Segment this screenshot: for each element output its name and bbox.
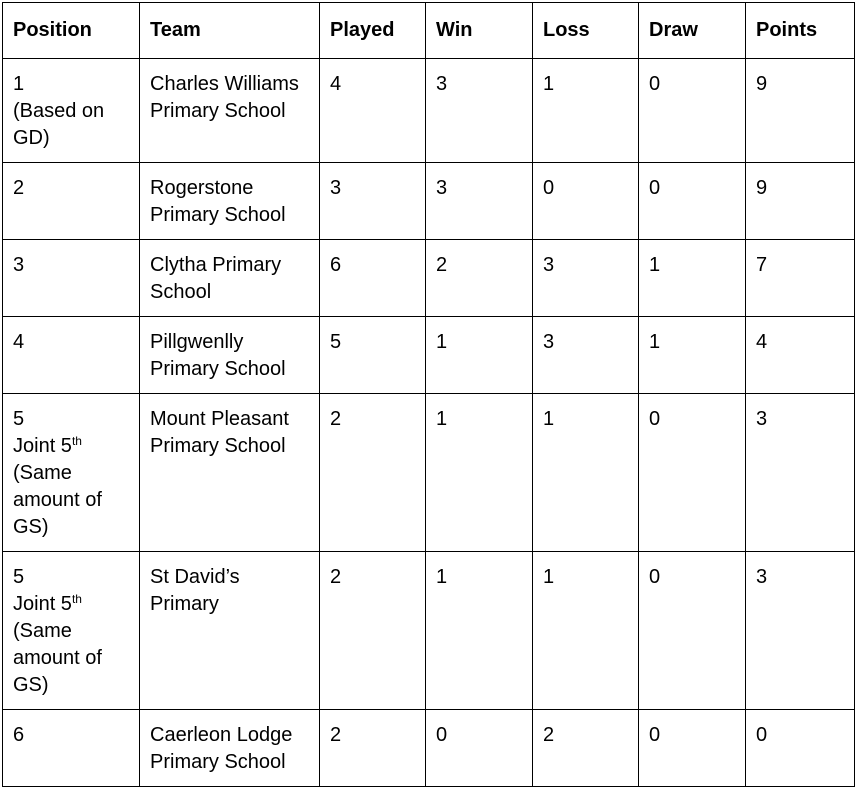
table-row	[3, 710, 855, 787]
cell-team: Clytha Primary School	[140, 240, 320, 317]
header-position: Position	[3, 3, 140, 59]
cell-played: 2	[320, 394, 426, 552]
cell-team: Caerleon Lodge Primary School	[140, 710, 320, 787]
cell-team: Rogerstone Primary School	[140, 163, 320, 240]
cell-win: 1	[426, 317, 533, 394]
cell-team: Pillgwenlly Primary School	[140, 317, 320, 394]
cell-win: 3	[426, 59, 533, 163]
cell-team: Mount Pleasant Primary School	[140, 394, 320, 552]
cell-draw: 0	[639, 394, 746, 552]
header-row	[3, 3, 855, 59]
cell-position	[3, 552, 140, 710]
position-note: (Same amount of GS)	[13, 620, 102, 696]
header-loss: Loss	[533, 3, 639, 59]
cell-played: 6	[320, 240, 426, 317]
cell-win: 1	[426, 552, 533, 710]
header-played: Played	[320, 3, 426, 59]
header-points: Points	[746, 3, 855, 59]
cell-position: 3	[3, 240, 140, 317]
cell-draw: 0	[639, 163, 746, 240]
cell-win: 3	[426, 163, 533, 240]
header-team: Team	[140, 3, 320, 59]
cell-position: 2	[3, 163, 140, 240]
cell-played: 2	[320, 552, 426, 710]
cell-position	[3, 59, 140, 163]
cell-loss: 1	[533, 394, 639, 552]
cell-team: Charles Williams Primary School	[140, 59, 320, 163]
cell-loss: 3	[533, 240, 639, 317]
cell-points: 3	[746, 552, 855, 710]
cell-played: 2	[320, 710, 426, 787]
cell-points: 0	[746, 710, 855, 787]
cell-loss: 1	[533, 552, 639, 710]
cell-win: 0	[426, 710, 533, 787]
cell-draw: 0	[639, 59, 746, 163]
table-row	[3, 59, 855, 163]
cell-points: 4	[746, 317, 855, 394]
league-table	[2, 2, 855, 787]
cell-loss: 0	[533, 163, 639, 240]
cell-win: 1	[426, 394, 533, 552]
position-note: (Based on GD)	[13, 100, 105, 149]
cell-position	[3, 394, 140, 552]
joint-label: Joint 5th	[13, 592, 82, 615]
table-row	[3, 317, 855, 394]
cell-position: 4	[3, 317, 140, 394]
cell-points: 9	[746, 163, 855, 240]
cell-loss: 1	[533, 59, 639, 163]
cell-points: 9	[746, 59, 855, 163]
cell-draw: 1	[639, 240, 746, 317]
position-note: (Same amount of GS)	[13, 462, 102, 538]
cell-position: 6	[3, 710, 140, 787]
cell-played: 4	[320, 59, 426, 163]
table-row	[3, 552, 855, 710]
cell-played: 3	[320, 163, 426, 240]
cell-draw: 1	[639, 317, 746, 394]
position-number: 5	[13, 408, 25, 430]
position-number: 5	[13, 566, 25, 588]
cell-points: 3	[746, 394, 855, 552]
cell-loss: 2	[533, 710, 639, 787]
cell-team: St David’s Primary	[140, 552, 320, 710]
table-row	[3, 163, 855, 240]
table-row	[3, 394, 855, 552]
table-row	[3, 240, 855, 317]
cell-draw: 0	[639, 710, 746, 787]
cell-points: 7	[746, 240, 855, 317]
header-win: Win	[426, 3, 533, 59]
header-draw: Draw	[639, 3, 746, 59]
cell-draw: 0	[639, 552, 746, 710]
cell-win: 2	[426, 240, 533, 317]
joint-label: Joint 5th	[13, 434, 82, 457]
position-number: 1	[13, 73, 25, 95]
cell-loss: 3	[533, 317, 639, 394]
cell-played: 5	[320, 317, 426, 394]
